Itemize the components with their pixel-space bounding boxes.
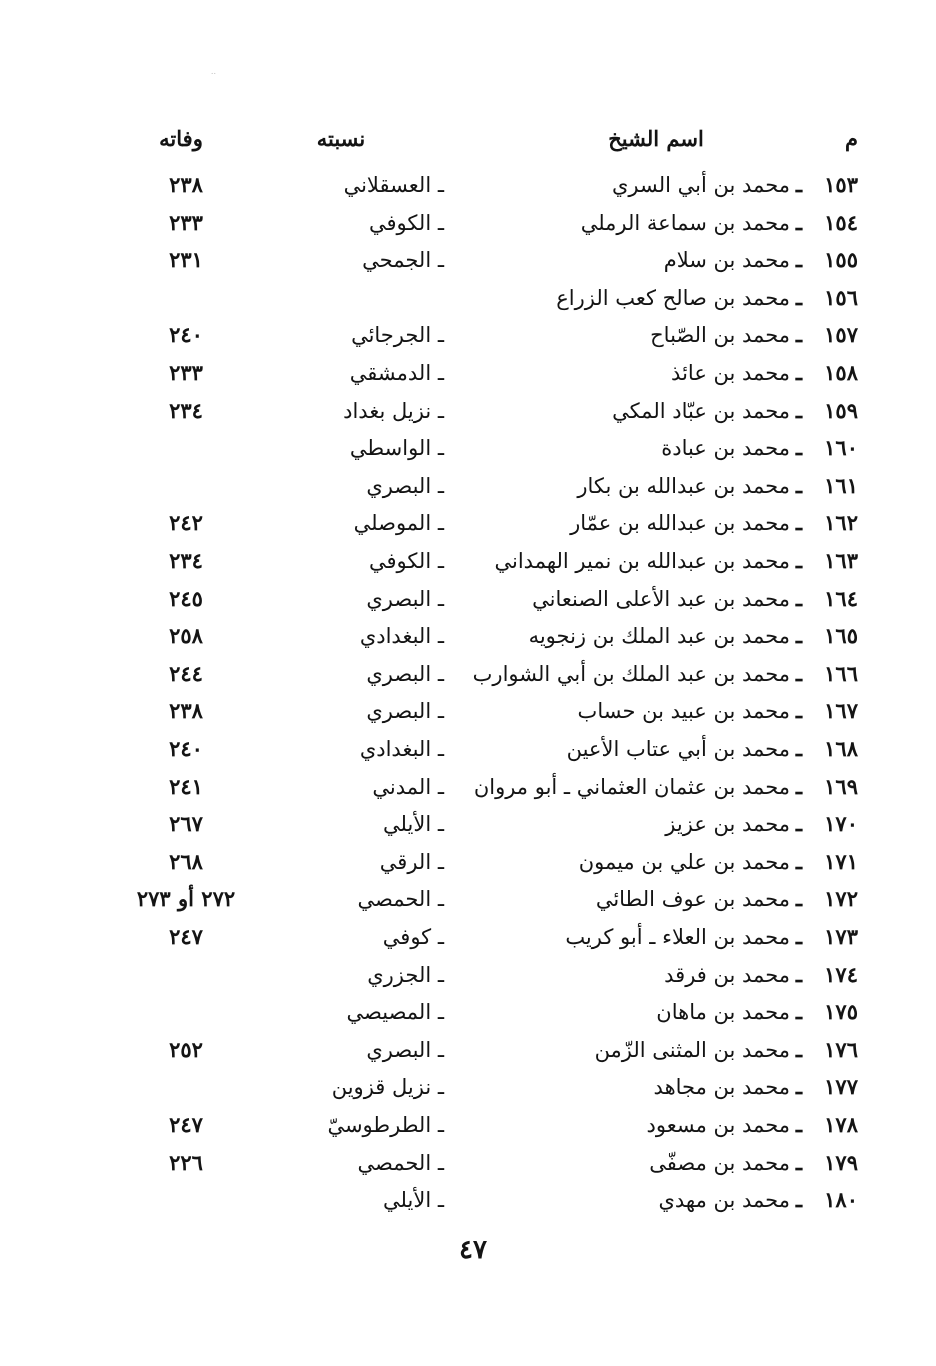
table-row (0, 617, 936, 655)
table-row (0, 768, 936, 806)
row-separator: ـ (795, 548, 803, 573)
row-separator: ـ (795, 1036, 803, 1062)
table-row (0, 1181, 936, 1219)
row-separator: ـ (795, 1149, 803, 1175)
table-row (0, 429, 936, 467)
row-number: ١٨٠ (824, 1187, 858, 1213)
row-separator: ـ (795, 848, 803, 874)
row-number: ١٥٩ (824, 397, 858, 423)
header-name: اسم الشيخ (608, 126, 704, 151)
sheikh-nisba: ـ الحمصي (357, 887, 444, 912)
death-year: ٢٢٦ (169, 1149, 203, 1175)
sheikh-nisba: ـ الواسطي (349, 436, 444, 461)
row-separator: ـ (795, 736, 803, 761)
sheikh-name: محمد بن عائذ (671, 361, 790, 385)
sheikh-name: محمد بن عوف الطائي (595, 887, 790, 912)
sheikh-nisba: ـ نزيل قزوين (331, 1075, 444, 1100)
sheikh-name: محمد بن عزيز (665, 812, 790, 837)
row-number: ١٥٤ (824, 209, 858, 235)
table-row (0, 655, 936, 693)
sheikh-name: محمد بن عبدالله بن بكار (577, 473, 790, 498)
table-row (0, 354, 936, 392)
sheikh-nisba: ـ البغدادي (359, 737, 444, 761)
sheikh-nisba: ـ الموصلي (353, 511, 444, 536)
table-row (0, 241, 936, 279)
sheikh-name: محمد بن عبادة (661, 436, 790, 461)
sheikh-name: محمد بن علي بن ميمون (578, 849, 790, 874)
row-number: ١٥٦ (824, 284, 858, 310)
row-number: ١٧٨ (824, 1112, 858, 1137)
table-row (0, 805, 936, 843)
row-number: ١٧٤ (824, 961, 858, 987)
row-separator: ـ (795, 924, 803, 949)
sheikh-nisba: ـ الجمحي (362, 248, 444, 273)
death-year: ٢٦٧ (169, 811, 203, 837)
sheikh-nisba: ـ البغدادي (359, 624, 444, 649)
header-nisba: نسبته (316, 126, 366, 151)
death-year: ٢٥٨ (169, 623, 203, 649)
row-number: ١٦٨ (824, 736, 858, 761)
row-separator: ـ (795, 322, 803, 348)
death-year: ٢٧٢ أو ٢٧٣ (136, 886, 236, 912)
row-number: ١٦١ (824, 472, 858, 498)
sheikh-nisba: ـ البصري (366, 473, 444, 498)
death-year: ٢٤١ (169, 773, 203, 799)
sheikh-name: محمد بن أبي السري (612, 173, 790, 197)
table-row (0, 1144, 936, 1182)
death-year: ٢٤٥ (169, 585, 203, 611)
death-year: ٢٤٠ (169, 322, 203, 348)
death-year: ٢٣٨ (169, 698, 203, 724)
sheikh-nisba: ـ البصري (366, 661, 444, 686)
sheikh-nisba: ـ كوفي (382, 925, 444, 949)
table-row (0, 279, 936, 317)
death-year: ٢٣٣ (169, 209, 203, 235)
row-number: ١٦٥ (824, 623, 858, 649)
sheikh-nisba: ـ الجرجائي (351, 323, 444, 348)
sheikh-name: محمد بن الصّباح (650, 323, 790, 348)
death-year: ٢٤٧ (169, 924, 203, 949)
table-row (0, 956, 936, 994)
sheikh-nisba: ـ الجزري (367, 962, 444, 987)
death-year: ٢٣١ (169, 247, 203, 273)
sheikh-nisba: ـ الرقي (379, 849, 444, 874)
row-number: ١٧٧ (824, 1074, 858, 1100)
row-number: ١٦٣ (824, 548, 858, 573)
table-row (0, 580, 936, 618)
table-row (0, 730, 936, 768)
sheikh-name: محمد بن عبدالله بن عمّار (570, 511, 790, 536)
death-year: ٢٣٤ (169, 397, 203, 423)
table-row (0, 504, 936, 542)
sheikh-name: محمد بن عبد الأعلى الصنعاني (532, 586, 790, 611)
table-row (0, 1106, 936, 1144)
row-number: ١٥٥ (824, 247, 858, 273)
table-row (0, 692, 936, 730)
sheikh-nisba: ـ الأيلي (383, 1188, 444, 1213)
sheikh-nisba: ـ البصري (366, 586, 444, 611)
table-row (0, 204, 936, 242)
sheikh-name: محمد بن صالح كعب الزراع (556, 285, 790, 310)
table-row (0, 1068, 936, 1106)
row-separator: ـ (795, 1187, 803, 1213)
row-separator: ـ (795, 510, 803, 536)
death-year: ٢٣٨ (169, 172, 203, 197)
table-row (0, 918, 936, 956)
sheikh-nisba: ـ المصيصي (346, 1000, 444, 1025)
sheikh-nisba: ـ الأيلي (383, 812, 444, 837)
row-number: ١٦٢ (824, 510, 858, 536)
death-year: ٢٤٧ (169, 1112, 203, 1137)
table-row (0, 1031, 936, 1069)
death-year: ٢٣٣ (169, 360, 203, 385)
sheikh-name: محمد بن مصفّى (649, 1150, 790, 1175)
death-year: ٢٦٨ (169, 848, 203, 874)
row-separator: ـ (795, 886, 803, 912)
row-number: ١٧٣ (824, 924, 858, 949)
sheikh-name: محمد بن مهدي (658, 1188, 790, 1213)
row-separator: ـ (795, 961, 803, 987)
sheikh-name: محمد بن سماعة الرملي (580, 210, 790, 235)
sheikh-nisba: ـ العسقلاني (343, 173, 444, 197)
row-separator: ـ (795, 397, 803, 423)
row-separator: ـ (795, 585, 803, 611)
row-number: ١٧١ (824, 848, 858, 874)
row-number: ١٦٤ (824, 585, 858, 611)
death-year: ٢٤٠ (169, 736, 203, 761)
row-separator: ـ (795, 435, 803, 461)
row-separator: ـ (795, 209, 803, 235)
sheikh-name: محمد بن مسعود (646, 1113, 790, 1137)
sheikh-name: محمد بن عبّاد المكي (612, 398, 790, 423)
sheikh-nisba: ـ البصري (366, 699, 444, 724)
sheikh-nisba: ـ الدمشقي (349, 361, 444, 385)
row-separator: ـ (795, 247, 803, 273)
sheikh-name: محمد بن مجاهد (653, 1075, 790, 1100)
sheikh-nisba: ـ البصري (366, 1037, 444, 1062)
table-row (0, 467, 936, 505)
row-number: ١٦٠ (824, 435, 858, 461)
sheikh-nisba: ـ الحمصي (357, 1150, 444, 1175)
table-row (0, 880, 936, 918)
sheikh-name: محمد بن عبيد بن حساب (577, 699, 790, 724)
row-separator: ـ (795, 698, 803, 724)
table-row (0, 392, 936, 430)
row-separator: ـ (795, 1112, 803, 1137)
sheikh-nisba: ـ الكوفي (368, 210, 444, 235)
row-number: ١٦٧ (824, 698, 858, 724)
scan-speck: .. (210, 67, 216, 76)
row-number: ١٥٧ (824, 322, 858, 348)
row-number: ١٧٢ (824, 886, 858, 912)
sheikh-name: محمد بن فرقد (664, 962, 790, 987)
table-header (0, 120, 936, 158)
table-row (0, 166, 936, 204)
death-year: ٢٣٤ (169, 548, 203, 573)
death-year: ٢٤٢ (169, 510, 203, 536)
sheikh-nisba: ـ الطرطوسيّ (327, 1113, 444, 1137)
page-number: ٤٧ (459, 1235, 487, 1265)
table-row (0, 542, 936, 580)
sheikh-name: محمد بن سلام (663, 248, 790, 273)
row-separator: ـ (795, 660, 803, 686)
table-row (0, 316, 936, 354)
sheikh-name: محمد بن عبدالله بن نمير الهمداني (494, 549, 790, 573)
row-separator: ـ (795, 360, 803, 385)
sheikh-name: محمد بن عبد الملك بن أبي الشوارب (472, 661, 790, 686)
sheikh-name: محمد بن عثمان العثماني ـ أبو مروان (473, 774, 790, 799)
row-separator: ـ (795, 1074, 803, 1100)
row-separator: ـ (795, 773, 803, 799)
row-number: ١٧٦ (824, 1036, 858, 1062)
row-number: ١٧٩ (824, 1149, 858, 1175)
row-number: ١٥٣ (824, 172, 858, 197)
sheikh-nisba: ـ المدني (372, 774, 444, 799)
row-number: ١٧٥ (824, 999, 858, 1025)
row-separator: ـ (795, 811, 803, 837)
sheikh-nisba: ـ نزيل بغداد (343, 398, 444, 423)
sheikh-name: محمد بن العلاء ـ أبو كريب (565, 925, 790, 949)
row-separator: ـ (795, 284, 803, 310)
sheikh-nisba: ـ الكوفي (368, 549, 444, 573)
header-death: وفاته (159, 126, 203, 151)
sheikh-name: محمد بن عبد الملك بن زنجويه (528, 624, 790, 649)
sheikh-name: محمد بن أبي عتاب الأعين (566, 737, 790, 761)
row-number: ١٧٠ (824, 811, 858, 837)
row-number: ١٥٨ (824, 360, 858, 385)
death-year: ٢٥٢ (169, 1036, 203, 1062)
table-row (0, 843, 936, 881)
header-number: م (844, 126, 858, 151)
death-year: ٢٤٤ (169, 660, 203, 686)
table-row (0, 993, 936, 1031)
row-separator: ـ (795, 999, 803, 1025)
row-separator: ـ (795, 623, 803, 649)
sheikh-name: محمد بن ماهان (656, 1000, 790, 1025)
row-separator: ـ (795, 472, 803, 498)
sheikh-name: محمد بن المثنى الزّمن (594, 1037, 790, 1062)
row-number: ١٦٩ (824, 773, 858, 799)
row-separator: ـ (795, 172, 803, 197)
row-number: ١٦٦ (824, 660, 858, 686)
